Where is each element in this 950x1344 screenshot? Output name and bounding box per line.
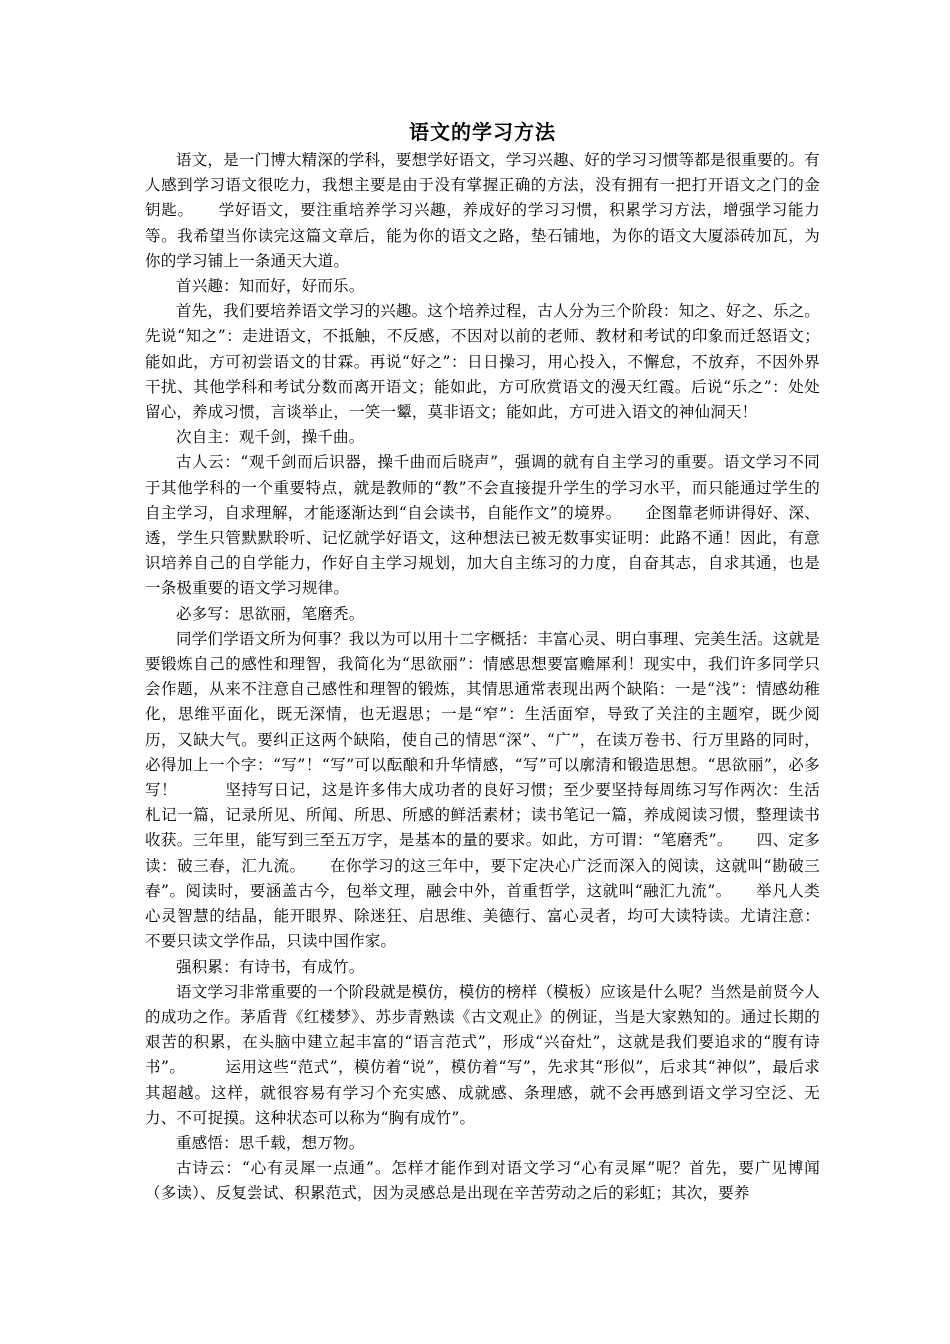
section-heading-accumulation: 强积累：有诗书，有成竹。	[176, 957, 365, 976]
section-heading-writing: 必多写：思欲丽，笔磨秃。	[176, 604, 365, 623]
section-heading-insight: 重感悟：思千载，想万物。	[176, 1133, 365, 1152]
intro-paragraph: 语文，是一门博大精深的学科，要想学好语文，学习兴趣、好的学习习惯等都是很重要的。有人感到学习语文很吃力，我想主要是由于没有掌握正确的方法，没有拥有一把打开语文之门的金钥匙。 学好语文，要注重培养学习兴趣，养成好的学习习惯，积累学习方法，增强学习能力等。我希望当你读完这篇文章后，能为你的语文之路，垫石铺地，为你的语文大厦添砖加瓦，为你的学习铺上一条通天大道。	[145, 151, 820, 270]
autonomy-paragraph: 古人云：“观千剑而后识器，操千曲而后晓声”，强调的就有自主学习的重要。语文学习不同于其他学科的一个重要特点，就是教师的“教”不会直接提升学生的学习水平，而只能通过学生的自主学习，自求理解，才能逐渐达到“自会读书，自能作文”的境界。 企图靠老师讲得好、深、透，学生只管默默聆听、记忆就学好语文，这种想法已被无数事实证明：此路不通！因此，有意识培养自己的自学能力，作好自主学习规划，加大自主练习的力度，自奋其志，自求其通，也是一条极重要的语文学习规律。	[145, 453, 820, 598]
page-title: 语文的学习方法	[409, 120, 556, 144]
document-page	[145, 118, 820, 1207]
accumulation-paragraph: 语文学习非常重要的一个阶段就是模仿，模仿的榜样（模板）应该是什么呢？当然是前贤今人的成功之作。茅盾背《红楼梦》、苏步青熟读《古文观止》的例证，当是大家熟知的。通过长期的艰苦的积累，在头脑中建立起丰富的“语言范式”，形成“兴奋灶”，这就是我们要追求的“腹有诗书”。 运用这些“范式”，模仿着“说”，模仿着“写”，先求其“形似”，后求其“神似”，最后求其超越。这样，就很容易有学习个充实感、成就感、条理感，就不会再感到语文学习空泛、无力、不可捉摸。这种状态可以称为“胸有成竹”。	[145, 982, 820, 1127]
section-heading-autonomy: 次自主：观千剑，操千曲。	[176, 428, 365, 447]
section-heading-interest: 首兴趣：知而好，好而乐。	[176, 277, 365, 296]
writing-paragraph: 同学们学语文所为何事？我以为可以用十二字概括：丰富心灵、明白事理、完美生活。这就是要锻炼自己的感性和理智，我简化为“思欲丽”：情感思想要富赡犀利！现实中，我们许多同学只会作题，从来不注意自己感性和理智的锻炼，其情思通常表现出两个缺陷：一是“浅”：情感幼稚化，思维平面化，既无深情，也无遐思；一是“窄”：生活面窄，导致了关注的主题窄，既少阅历，又缺大气。要纠正这两个缺陷，使自己的情思“深”、“广”，在读万卷书、行万里路的同时，必得加上一个字：“写”！“写”可以酝酿和升华情感，“写”可以廓清和锻造思想。“思欲丽”，必多写！ 坚持写日记，这是许多伟大成功者的良好习惯；至少要坚持每周练习写作两次：生活札记一篇，记录所见、所闻、所思、所感的鲜活素材；读书笔记一篇，养成阅读习惯，整理读书收获。三年里，能写到三至五万字，是基本的量的要求。如此，方可谓：“笔磨秃”。 四、定多读：破三春，汇九流。 在你学习的这三年中，要下定决心广泛而深入的阅读，这就叫“勘破三春”。阅读时，要涵盖古今，包举文理，融会中外，首重哲学，这就叫“融汇九流”。 举凡人类心灵智慧的结晶，能开眼界、除迷狂、启思维、美德行、富心灵者，均可大读特读。尤请注意：不要只读文学作品，只读中国作家。	[145, 629, 820, 951]
interest-paragraph: 首先，我们要培养语文学习的兴趣。这个培养过程，古人分为三个阶段：知之、好之、乐之。先说“知之”：走进语文，不抵触，不反感，不因对以前的老师、教材和考试的印象而迁怒语文；能如此，方可初尝语文的甘霖。再说“好之”：日日操习，用心投入，不懈怠，不放弃，不因外界干扰、其他学科和考试分数而离开语文；能如此，方可欣赏语文的漫天红霞。后说“乐之”：处处留心，养成习惯，言谈举止，一笑一颦，莫非语文；能如此，方可进入语文的神仙洞天！	[145, 302, 820, 422]
insight-paragraph: 古诗云：“心有灵犀一点通”。怎样才能作到对语文学习“心有灵犀”呢？首先，要广见博闻（多读）、反复尝试、积累范式，因为灵感总是出现在辛苦劳动之后的彩虹；其次，要养	[145, 1159, 820, 1203]
